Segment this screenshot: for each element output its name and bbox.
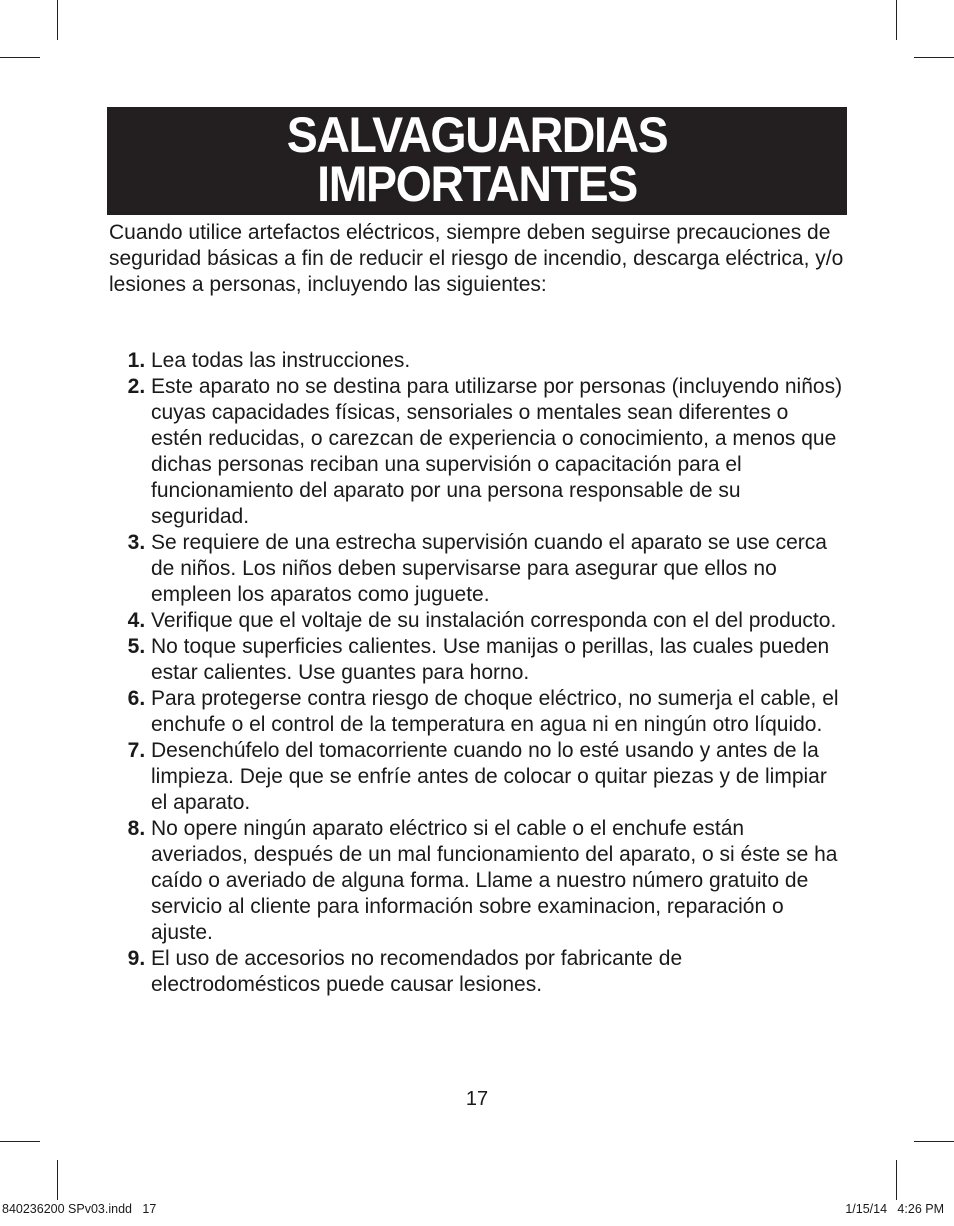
list-item [109, 816, 844, 946]
item-text: No toque superficies calientes. Use manijas o perillas, las cuales pueden estar calientes. Use guantes para horno. [151, 635, 830, 684]
item-number: 6. [127, 687, 146, 710]
item-number: 8. [127, 817, 146, 840]
item-number: 1. [127, 349, 146, 372]
item-number: 7. [127, 739, 146, 762]
item-number: 5. [127, 635, 146, 658]
title-banner [107, 107, 847, 215]
list-item [109, 608, 844, 634]
item-text: Desenchúfelo del tomacorriente cuando no lo esté usando y antes de la limpieza. Deje que se enfríe antes de colocar o quitar piezas y de limpiar el aparato. [151, 739, 827, 814]
crop-mark-top-right-horizontal [914, 57, 954, 58]
item-text: Se requiere de una estrecha supervisión cuando el aparato se use cerca de niños. Los niños deben supervisarse para asegurar que ellos no empleen los aparatos como juguete. [151, 531, 827, 606]
item-text: Lea todas las instrucciones. [151, 349, 411, 372]
item-number: 9. [127, 947, 146, 970]
crop-mark-bottom-left-horizontal [0, 1141, 40, 1142]
item-number: 3. [127, 531, 146, 554]
page-number: 17 [465, 1088, 489, 1110]
item-number: 2. [127, 375, 146, 398]
list-item [109, 348, 844, 374]
item-text: Este aparato no se destina para utilizarse por personas (incluyendo niños) cuyas capacidades físicas, sensoriales o mentales sean diferentes o estén reducidas, o carezcan de experiencia o conocimiento, a menos que dichas personas reciban una supervisión o capacitación para el funcionamiento del aparato por una persona responsable de su seguridad. [151, 375, 843, 528]
crop-mark-bottom-left-vertical [57, 1160, 58, 1200]
crop-mark-top-right-vertical [896, 0, 897, 40]
safeguards-list [109, 348, 844, 998]
item-text: No opere ningún aparato eléctrico si el cable o el enchufe están averiados, después de un mal funcionamiento del aparato, o si éste se ha caído o averiado de alguna forma. Llame a nuestro número gratuito de servicio al cliente para información sobre examinacion, reparación o ajuste. [151, 817, 838, 944]
intro-paragraph: Cuando utilice artefactos eléctricos, siempre deben seguirse precauciones de seguridad básicas a fin de reducir el riesgo de incendio, descarga eléctrica, y/o lesiones a personas, incluyendo las siguientes: [109, 221, 844, 296]
slug-date-info: 1/15/14 4:26 PM [845, 1202, 944, 1216]
item-text: El uso de accesorios no recomendados por fabricante de electrodomésticos puede causar lesiones. [151, 947, 683, 996]
crop-mark-bottom-right-vertical [896, 1160, 897, 1200]
list-item [109, 738, 844, 816]
list-item [109, 530, 844, 608]
crop-mark-top-left-vertical [57, 0, 58, 40]
item-text: Verifique que el voltaje de su instalación corresponda con el del producto. [151, 609, 837, 632]
item-text: Para protegerse contra riesgo de choque eléctrico, no sumerja el cable, el enchufe o el control de la temperatura en agua ni en ningún otro líquido. [151, 687, 839, 736]
list-item [109, 946, 844, 998]
crop-mark-top-left-horizontal [0, 57, 40, 58]
list-item [109, 686, 844, 738]
item-number: 4. [127, 609, 146, 632]
crop-mark-bottom-right-horizontal [914, 1141, 954, 1142]
title-line-2: IMPORTANTES [317, 156, 637, 212]
list-item [109, 374, 844, 530]
slug-file-info: 840236200 SPv03.indd 17 [2, 1202, 157, 1216]
title-line-1: SALVAGUARDIAS [286, 107, 668, 163]
list-item [109, 634, 844, 686]
